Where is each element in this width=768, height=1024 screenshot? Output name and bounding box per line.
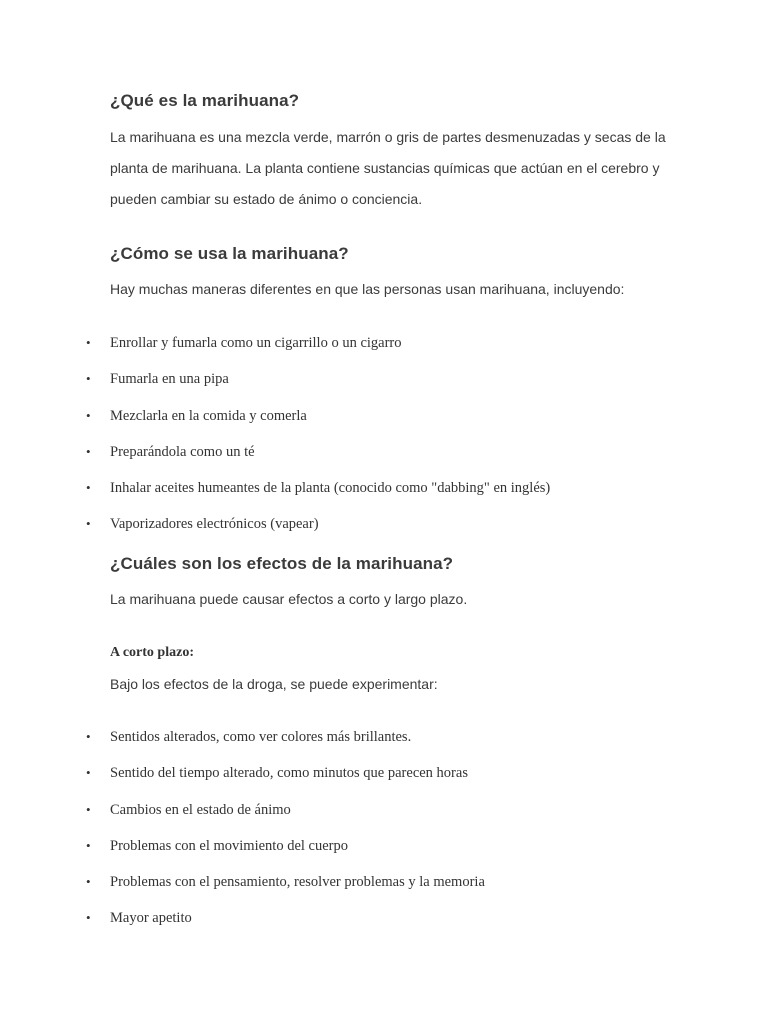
bullet-icon: • [86,729,91,744]
bullet-icon: • [86,837,91,853]
list-item: • Vaporizadores electrónicos (vapear) [86,516,319,533]
list-item: • Problemas con el pensamiento, resolver problemas y la memoria [86,874,485,891]
subparagraph-short-term: Bajo los efectos de la droga, se puede experimentar: [110,676,438,692]
section-paragraph-effects: La marihuana puede causar efectos a corto y largo plazo. [110,591,468,607]
bullet-icon: • [86,516,91,532]
list-item: • Sentido del tiempo alterado, como minutos que parecen horas [86,765,468,782]
list-item: • Enrollar y fumarla como un cigarrillo o un cigarro [86,335,402,351]
bullet-icon: • [86,910,91,926]
bullet-icon: • [86,407,91,423]
list-item: • Problemas con el movimiento del cuerpo [86,837,348,854]
bullet-icon: • [86,874,91,890]
list-item: • Mezclarla en la comida y comerla [86,407,307,424]
bullet-icon: • [86,371,91,387]
list-item: • Inhalar aceites humeantes de la planta (conocido como "dabbing" en inglés) [86,480,551,497]
list-item: • Fumarla en una pipa [86,371,229,388]
usage-list [0,334,700,552]
section-heading-effects: ¿Cuáles son los efectos de la marihuana? [110,554,454,573]
effects-list [0,728,700,946]
bullet-icon: • [86,443,91,459]
section-paragraph-what-is: La marihuana es una mezcla verde, marrón o gris de partes desmenuzadas y secas de la planta de marihuana. La planta contiene sustancias químicas que actúan en el cerebro y pueden cambiar su estado de ánimo o conciencia. [110,129,666,207]
bullet-icon: • [86,765,91,781]
list-item: • Mayor apetito [86,910,192,927]
bullet-icon: • [86,801,91,817]
section-heading-how-used: ¿Cómo se usa la marihuana? [110,244,349,263]
subheading-short-term: A corto plazo: [110,645,194,660]
section-heading-what-is: ¿Qué es la marihuana? [110,91,300,110]
list-item: • Preparándola como un té [86,443,255,460]
list-item: • Cambios en el estado de ánimo [86,801,291,818]
section-paragraph-how-used: Hay muchas maneras diferentes en que las personas usan marihuana, incluyendo: [110,281,625,297]
bullet-icon: • [86,480,91,496]
bullet-icon: • [86,335,91,350]
list-item: • Sentidos alterados, como ver colores más brillantes. [86,729,412,745]
